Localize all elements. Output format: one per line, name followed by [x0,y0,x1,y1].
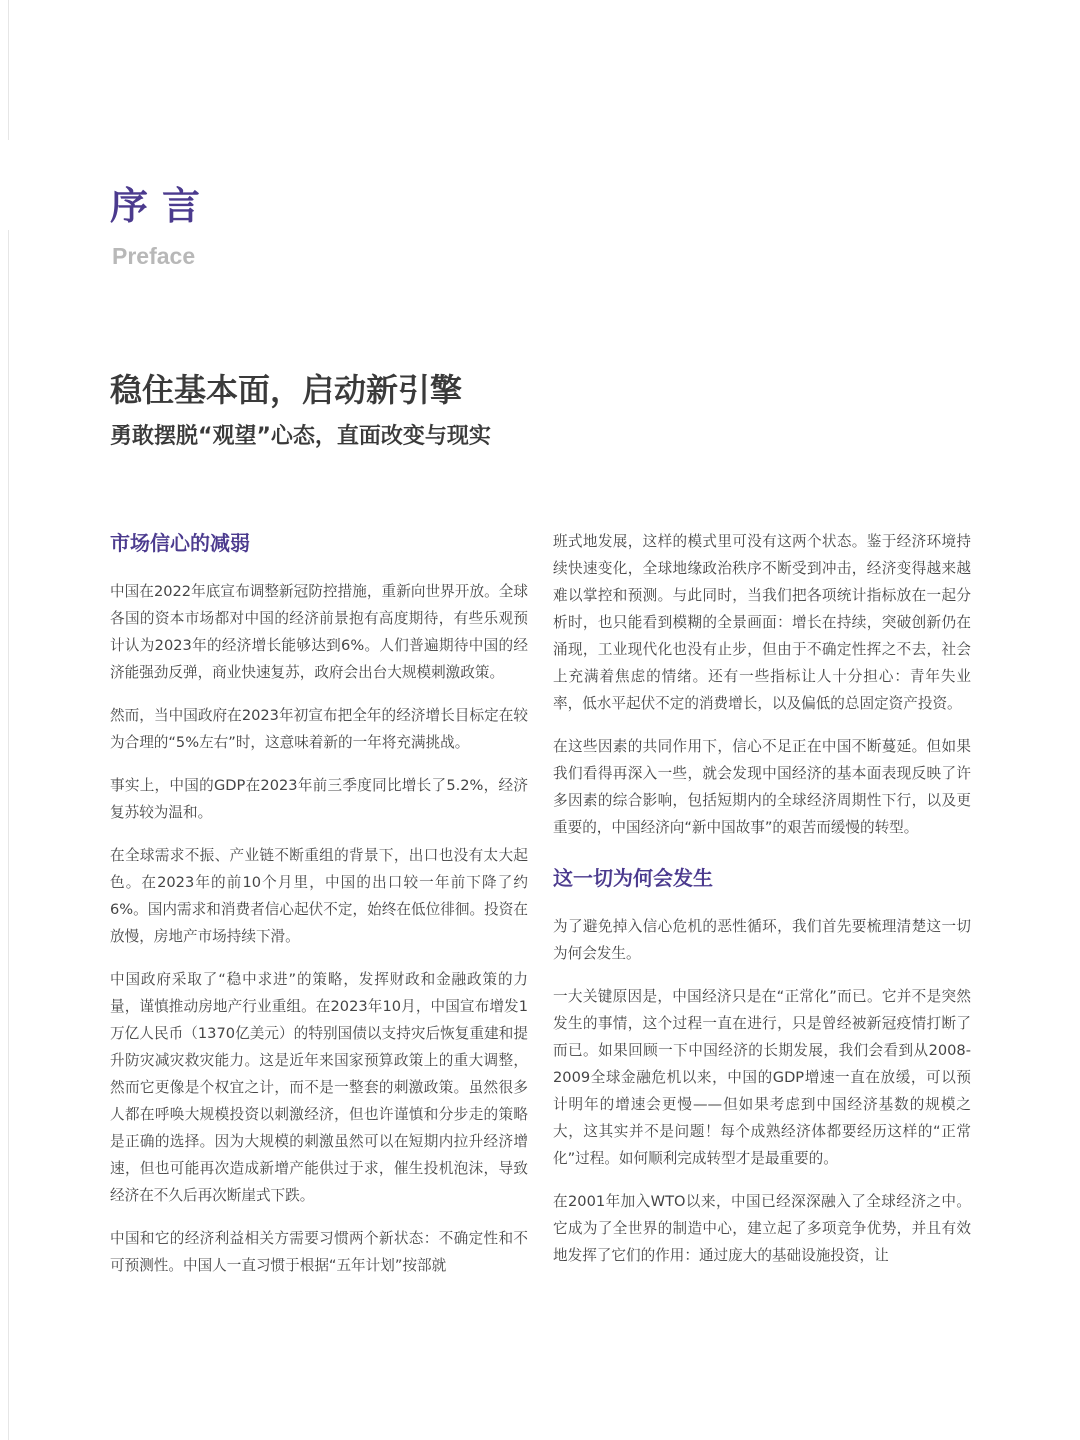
paragraph: 在2001年加入WTO以来，中国已经深深融入了全球经济之中。它成为了全世界的制造中心，建立起了多项竞争优势，并且有效地发挥了它们的作用：通过庞大的基础设施投资，让 [553,1193,971,1264]
article-headline: 稳住基本面，启动新引擎 [110,371,463,409]
paragraph: 然而，当中国政府在2023年初宣布把全年的经济增长目标定在较为合理的“5%左右”时，这意味着新的一年将充满挑战。 [110,707,528,751]
paragraph: 事实上，中国的GDP在2023年前三季度同比增长了5.2%，经济复苏较为温和。 [110,777,528,821]
preface-title-english: Preface [112,243,196,269]
paragraph: 一大关键原因是，中国经济只是在“正常化”而已。它并不是突然发生的事情，这个过程一直在进行，只是曾经被新冠疫情打断了而已。如果回顾一下中国经济的长期发展，我们会看到从2008-2009全球金融危机以来，中国的GDP增速一直在放缓，可以预计明年的增速会更慢——但如果考虑到中国经济基数的规模之大，这其实并不是问题！每个成熟经济体都要经历这样的“正常化”过程。如何顺利完成转型才是最重要的。 [553,988,971,1167]
page-edge-line-top [8,0,9,140]
section-heading-why-it-happens: 这一切为何会发生 [553,866,713,890]
paragraph: 在这些因素的共同作用下，信心不足正在中国不断蔓延。但如果我们看得再深入一些，就会发现中国经济的基本面表现反映了许多因素的综合影响，包括短期内的全球经济周期性下行，以及更重要的，中国经济向“新中国故事”的艰苦而缓慢的转型。 [553,738,971,836]
preface-title-chinese: 序言 [110,184,215,228]
section-heading-market-confidence: 市场信心的减弱 [110,531,250,555]
right-text-column [553,528,971,1285]
paragraph: 在全球需求不振、产业链不断重组的背景下，出口也没有太大起色。在2023年的前10个月里，中国的出口较一年前下降了约6%。国内需求和消费者信心起伏不定，始终在低位徘徊。投资在放慢，房地产市场持续下滑。 [110,847,528,945]
left-text-column [110,528,528,1295]
paragraph: 中国和它的经济利益相关方需要习惯两个新状态：不确定性和不可预测性。中国人一直习惯于根据“五年计划”按部就 [110,1230,528,1274]
paragraph: 班式地发展，这样的模式里可没有这两个状态。鉴于经济环境持续快速变化，全球地缘政治秩序不断受到冲击，经济变得越来越难以掌控和预测。与此同时，当我们把各项统计指标放在一起分析时，也只能看到模糊的全景画面：增长在持续，突破创新仍在涌现，工业现代化也没有止步，但由于不确定性挥之不去，社会上充满着焦虑的情绪。还有一些指标让人十分担心：青年失业率，低水平起伏不定的消费增长，以及偏低的总固定资产投资。 [553,533,971,712]
paragraph: 中国在2022年底宣布调整新冠防控措施，重新向世界开放。全球各国的资本市场都对中国的经济前景抱有高度期待，有些乐观预计认为2023年的经济增长能够达到6%。人们普遍期待中国的经济能强劲反弹，商业快速复苏，政府会出台大规模刺激政策。 [110,583,528,681]
paragraph: 为了避免掉入信心危机的恶性循环，我们首先要梳理清楚这一切为何会发生。 [553,918,971,962]
page-edge-line [8,230,9,1440]
article-subheadline: 勇敢摆脱“观望”心态，直面改变与现实 [110,424,491,449]
paragraph: 中国政府采取了“稳中求进”的策略，发挥财政和金融政策的力量，谨慎推动房地产行业重组。在2023年10月，中国宣布增发1万亿人民币（1370亿美元）的特别国债以支持灾后恢复重建和提升防灾减灾救灾能力。这是近年来国家预算政策上的重大调整，然而它更像是个权宜之计，而不是一整套的刺激政策。虽然很多人都在呼唤大规模投资以刺激经济，但也许谨慎和分步走的策略是正确的选择。因为大规模的刺激虽然可以在短期内拉升经济增速，但也可能再次造成新增产能供过于求，催生投机泡沫，导致经济在不久后再次断崖式下跌。 [110,971,528,1204]
